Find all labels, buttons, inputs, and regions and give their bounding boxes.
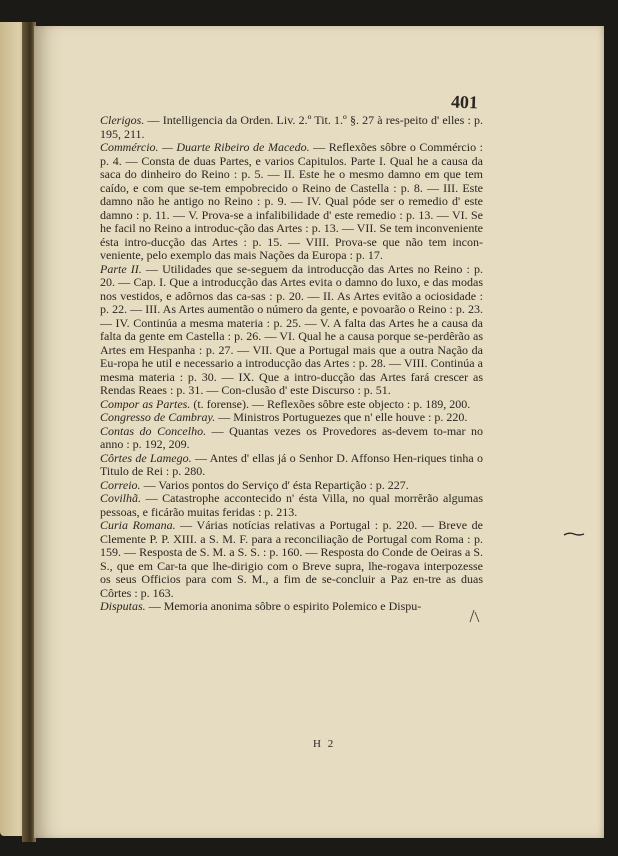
- index-entries: [100, 114, 483, 614]
- entry-heading: Clerigos.: [100, 113, 145, 127]
- index-entry: [100, 411, 483, 425]
- entry-text: — Reflexões sôbre o Commércio : p. 4. — Consta de duas Partes, e varios Capitulos. Parte I. Qual he a causa da saca do dinheiro do Reino : p. 5. — II. Este he o mesmo damno em que tem caído, e com que se-tem empobrecido o Reino de Castella : p. 8. — III. Este damno não he antigo no Reino : p. 9. — IV. Qual póde ser o remedio d' este damno : p. 11. — V. Prova-se a infalibilidade d' este remedio : p. 13. — VI. Se he facil no Reino a introduc-ção das Artes : p. 13. — VII. Se tem inconveniente ésta intro-ducção das Artes : p. 15. — VIII. Prova-se que não tem incon-veniente, pelo exemplo das mais Nações da Europa : p. 17.: [100, 140, 483, 262]
- entry-text: — Antes d' ellas já o Senhor D. Affonso Hen-riques tinha o Titulo de Rei : p. 280.: [100, 450, 483, 478]
- index-entry: [100, 114, 483, 141]
- entry-heading: Correio.: [100, 477, 141, 492]
- entry-heading: Contas do Concelho.: [100, 423, 207, 438]
- index-entry: [100, 141, 483, 263]
- entry-text: — Utilidades que se-seguem da introducção das Artes no Reino : p. 20. — Cap. I. Que a introducção das Artes evita o damno do luxo, e das modas nos vestidos, e adôrnos das ca-sas : p. 20. — II. As Artes evitão a ociosidade : p. 22. — III. As Artes aumentão o número da gente, e povoarão o Reino : p. 23. — IV. Continúa a mesma materia : p. 25. — V. A falta das Artes he a causa da falta da gente em Castella : p. 26. — VI. Qual he a causa porque se-perdêrão as Artes em Hespanha : p. 27. — VII. Que a Portugal mais que a outra Nação da Eu-ropa he util e necessario a introducção das Artes : p. 28. — VIII. Continúa a mesma materia : p. 30. — IX. Que a intro-ducção das Artes fará crescer as Rendas Reaes : p. 31. — Con-clusão d' este Discurso : p. 51.: [100, 261, 484, 397]
- entry-heading: Parte II.: [100, 261, 142, 276]
- entry-text: — Várias notícias relativas a Portugal : p. 220. — Breve de Clemente P. P. XIII. a S. M. F. para a reconciliação de Portugal com Roma : p. 159. — Resposta de S. M. a S. S. : p. 160. — Resposta do Conde de Oeiras a S. S., que em Car-ta que lhe-dirigio com o Breve supra, lhe-rogava interpozesse os seus Officios para com S. M., a fim de se-concluir a Paz en-tre as duas Côrtes : p. 163.: [100, 518, 483, 600]
- index-entry: [100, 600, 483, 614]
- entry-heading: Commércio. — Duarte Ribeiro de Macedo.: [100, 140, 310, 154]
- entry-text: — Catastrophe accontecido n' ésta Villa, no qual morrêrão algumas pessoas, e ficárão muitas feridas : p. 213.: [100, 491, 483, 519]
- entry-heading: Disputas.: [100, 599, 146, 613]
- printer-signature: H 2: [313, 738, 336, 750]
- entry-heading: Compor as Partes.: [100, 396, 191, 411]
- entry-text: — Memoria anonima sôbre o espirito Polemico e Dispu-: [145, 599, 422, 613]
- entry-text: — Intelligencia da Orden. Liv. 2.º Tit. 1.º §. 27 à res-peito d' elles : p. 195, 211.: [100, 113, 483, 141]
- entry-text: — Ministros Portuguezes que n' elle houve : p. 220.: [215, 410, 468, 424]
- entry-heading: Covilhã.: [100, 491, 141, 505]
- entry-text: — Quantas vezes os Provedores as-devem to-mar no anno : p. 192, 209.: [100, 423, 484, 451]
- entry-heading: Congresso de Cambray.: [100, 410, 216, 424]
- index-entry: [100, 492, 483, 519]
- index-entry: [100, 263, 483, 398]
- entry-text: — Varios pontos do Serviço d' ésta Repartição : p. 227.: [140, 477, 409, 492]
- entry-heading: Curia Romana.: [100, 518, 176, 532]
- margin-ink-mark: [563, 531, 585, 537]
- index-entry: [100, 398, 483, 412]
- index-entry: [100, 519, 483, 600]
- index-entry: [100, 425, 483, 452]
- page-number: 401: [450, 91, 479, 113]
- index-entry: [100, 452, 483, 479]
- pencil-annotation-mark: [466, 608, 482, 624]
- entry-text: (t. forense). — Reflexões sôbre este objecto : p. 189, 200.: [190, 396, 471, 411]
- entry-heading: Côrtes de Lamego.: [100, 450, 192, 465]
- index-entry: [100, 479, 483, 493]
